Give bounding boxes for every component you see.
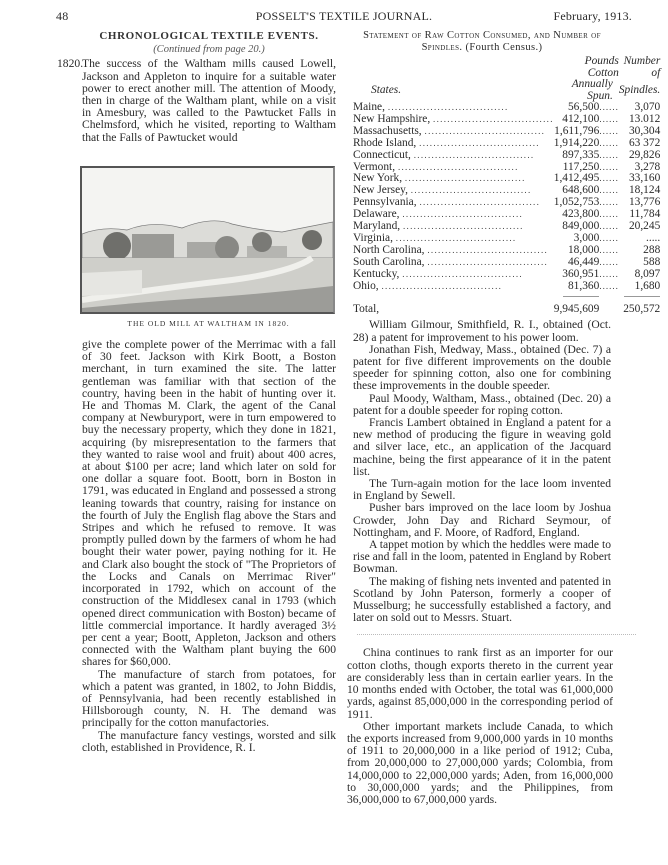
state-cell: Virginia, .................................. xyxy=(353,232,517,244)
pounds-cell: 412,100 xyxy=(562,112,600,125)
paragraph-text: Francis Lambert obtained in England a patent for a new method of producing the figure in weaving gold and silver lace, etc., an application of the Jacquard machine, being the first appearance of it in the patent list. xyxy=(353,416,611,478)
issue-date: February, 1913. xyxy=(553,9,632,23)
table-row: Connecticut, .................................. 897,335 ...... 29,826 xyxy=(353,148,661,161)
table-row: Delaware, .................................. 423,800 ...... 11,784 xyxy=(353,208,661,221)
news-paragraph: Other important markets include Canada, to which the exports increased from 9,000,000 yards in 10 months of 1911 to 20,000,000 in a like period of 1912; Cuba, from 20,000,000 to 27,000,000 yards; Colombia, from 14,000,000 to 22,000,000 yards; Aden, from 16,000,000 to 30,000,000 yards; and the Philippines, from 36,000,000 to 67,000,000 yards. xyxy=(347,719,613,806)
spindles-cell: 30,304 xyxy=(628,124,661,137)
col-header-spindles: Number of xyxy=(623,55,661,79)
paragraph-text: give the complete power of the Merrimac with a fall of 30 feet. Jackson with Kirk Boott, a Boston merchant, in turn examined the site. The latter gentleman was familiar with that section of the country, having been in the habit of hunting over it. He and Thomas M. Clark, the agent of the Canal company at Newburyport, were in turn empowered to buy the necessary property, which they done in 1821, acquiring (by misrepresentation to the farmers that they wanted to raise wool and fruit) about 400 acres, at about $100 per acre; land which later on sold for one dollar a square foot. Boott, born in Boston in 1791, was educated in England and possessed a strong leaning towards that country, raising for instance on the fourth of July the English flag above the Stars and Stripes and which he refused to remove. It was promptly pulled down by the farmers of whom he had bought their water power, paying nothing for it. He and Clark also bought the stock of "The Proprietors of the Locks and Canals on Merrimac River" incorporated in 1792, which on account of the construction of the Middlesex canal in 1793 (which opened direct communication with Boston) became of little commercial importance. It hardly averaged 3½ per cent a year; Boott, Appleton, Jackson and others connected with the Waltham plant buying the 600 shares for $60,000. xyxy=(82,338,336,669)
spindles-cell: ..... xyxy=(646,231,661,244)
entry-1820-paragraph xyxy=(57,57,336,144)
section-title: CHRONOLOGICAL TEXTILE EVENTS. xyxy=(99,30,319,42)
spindles-cell: 11,784 xyxy=(629,208,661,221)
col-header-spindles-2: Spindles. xyxy=(618,83,661,96)
pounds-cell: 648,600 xyxy=(562,184,600,197)
state-cell: North Carolina, .................................. xyxy=(353,244,549,256)
state-cell: Maryland, .................................. xyxy=(353,221,524,233)
pounds-cell: 117,250 xyxy=(562,160,600,173)
page-number: 48 xyxy=(56,9,69,23)
right-column xyxy=(347,30,661,806)
state-cell: New Jersey, .................................. xyxy=(353,185,532,197)
running-head xyxy=(56,9,632,25)
spindles-cell: 1,680 xyxy=(634,279,661,292)
spindles-cell: 8,097 xyxy=(634,267,661,280)
paragraph-text: William Gilmour, Smithfield, R. I., obtained (Oct. 28) a patent for improvement to his power loom. xyxy=(353,318,611,344)
table-row: Kentucky, .................................. 360,951 ...... 8,097 xyxy=(353,267,661,280)
journal-title: POSSELT'S TEXTILE JOURNAL. xyxy=(255,9,433,23)
pounds-cell: 18,000 xyxy=(567,243,600,256)
spindles-cell: 63 372 xyxy=(628,136,661,149)
table-row: New Hampshire, .................................. 412,100 ...... 13.012 xyxy=(353,112,661,125)
paragraph-text: Jonathan Fish, Medway, Mass., obtained (Dec. 7) a patent for five different improvements on the double speeder for spinning cotton, also one for combining these improvements in the double speeder. xyxy=(353,342,611,393)
section-divider xyxy=(357,634,636,635)
spindles-cell: 13,776 xyxy=(628,196,661,209)
state-cell: Massachusetts, .................................. xyxy=(353,125,546,137)
pounds-cell: 423,800 xyxy=(562,208,600,221)
paragraph-text: The manufacture fancy vestings, worsted and silk cloth, established in Providence, R. I. xyxy=(82,728,336,754)
spindles-cell: 3,278 xyxy=(634,160,661,173)
state-cell: Ohio, .................................. xyxy=(353,280,503,292)
paragraph-text: The Turn-again motion for the lace loom invented in England by Sewell. xyxy=(353,477,611,503)
table-row: New Jersey, .................................. 648,600 ...... 18,124 xyxy=(353,184,661,197)
paragraph-text: Paul Moody, Waltham, Mass., obtained (Dec. 20) a patent for a double speeder for roping cotton. xyxy=(353,391,611,417)
paragraph-text: The making of fishing nets invented and patented in Scotland by John Paterson, formerly a cooper of Musselburg; he successfully established a factory, and later on sold out to Messrs. Stuart. xyxy=(353,574,611,625)
table-row: Rhode Island, .................................. 1,914,220 ...... 63 372 xyxy=(353,136,661,149)
engraving-illustration-icon xyxy=(80,166,335,314)
table-body xyxy=(353,102,660,293)
spindles-cell: 20,245 xyxy=(628,220,661,233)
state-cell: Rhode Island, .................................. xyxy=(353,137,540,149)
section-subtitle: (Continued from page 20.) xyxy=(153,44,265,56)
pounds-cell: 1,412,495 xyxy=(553,172,600,185)
table-row: Pennsylvania, .................................. 1,052,753 ...... 13,776 xyxy=(353,196,661,209)
figure xyxy=(80,166,337,330)
state-cell: Pennsylvania, .................................. xyxy=(353,197,541,209)
pounds-cell: 1,052,753 xyxy=(553,196,600,209)
census-table xyxy=(353,56,660,315)
pounds-cell: 81,360 xyxy=(567,279,600,292)
table-row: Maine, .................................. 56,500 ...... 3,070 xyxy=(353,101,661,113)
pounds-cell: 849,000 xyxy=(562,220,600,233)
news-paragraph: China continues to rank first as an importer for our cotton cloths, though exports thereto in the current year are considerably less than in certain earlier years. In the 10 months ended with October, the total was 61,000,000 yards, against 85,000,000 in the corresponding period of 1911. xyxy=(347,646,613,721)
paragraph-text: The success of the Waltham mills caused Lowell, Jackson and Appleton to inquire for a suitable water power to erect another mill. The attention of Moody, then in charge of the Waltham plant, while on a visit in Amesbury, was called to the Pawtucket Falls in Chelmsford, which he visited, reporting to Waltham that the Falls of Pawtucket would xyxy=(82,57,336,144)
pounds-cell: 1,914,220 xyxy=(553,136,600,149)
table-row: South Carolina, .................................. 46,449 ...... 588 xyxy=(353,255,661,268)
paragraph-text: A tappet motion by which the heddles were made to rise and fall in the loom, patented in England by Robert Bowman. xyxy=(353,538,611,576)
col-header-pounds: Pounds Cotton xyxy=(584,55,619,79)
total-spindles: 250,572 xyxy=(623,302,661,315)
state-cell: New York, .................................. xyxy=(353,173,526,185)
state-cell: South Carolina, .................................. xyxy=(353,256,549,268)
spindles-cell: 13.012 xyxy=(628,112,661,125)
table-header-row xyxy=(353,56,660,79)
paragraph-text: Pusher bars improved on the lace loom by Joshua Crowder, John Day and Richard Seymour, of Nottingham, and F. Moore, of Radford, England. xyxy=(353,501,611,539)
table-row: Massachusetts, .................................. 1,611,796 ...... 30,304 xyxy=(353,124,661,137)
pounds-cell: 3,000 xyxy=(573,231,600,244)
figure-caption: THE OLD MILL AT WALTHAM IN 1820. xyxy=(127,318,290,328)
table-row: Virginia, .................................. 3,000 ...... ..... xyxy=(353,231,661,244)
table-row: Vermont, .................................. 117,250 ...... 3,278 xyxy=(353,160,661,173)
paragraph-text: The manufacture of starch from potatoes, for which a patent was granted, in 1802, to John Biddis, of Pennsylvania, had been recently established in Hillsborough county, N. H. The demand was principally for the cotton manufactories. xyxy=(82,667,336,730)
state-cell: Maine, .................................. xyxy=(353,102,509,113)
spindles-cell: 18,124 xyxy=(628,184,661,197)
state-cell: New Hampshire, .................................. xyxy=(353,113,554,125)
pounds-cell: 56,500 xyxy=(567,101,600,113)
table-header-row xyxy=(353,79,660,102)
table-row: Ohio, .................................. 81,360 ...... 1,680 xyxy=(353,279,661,292)
total-pounds: 9,945,609 xyxy=(553,302,600,315)
table-row: New York, .................................. 1,412,495 ...... 33,160 xyxy=(353,172,661,185)
spindles-cell: 288 xyxy=(643,243,661,256)
table-row: North Carolina, .................................. 18,000 ...... 288 xyxy=(353,243,661,256)
pounds-cell: 360,951 xyxy=(562,267,600,280)
state-cell: Vermont, .................................. xyxy=(353,161,519,173)
pounds-cell: 1,611,796 xyxy=(554,124,600,137)
state-cell: Delaware, .................................. xyxy=(353,209,524,221)
pounds-cell: 897,335 xyxy=(562,148,600,161)
state-cell: Connecticut, .................................. xyxy=(353,149,535,161)
state-cell: Kentucky, .................................. xyxy=(353,268,523,280)
col-header-states: States. xyxy=(371,83,402,96)
spindles-cell: 588 xyxy=(643,255,661,268)
entry-year: 1820. xyxy=(57,57,84,71)
pounds-cell: 46,449 xyxy=(567,255,600,268)
table-total-row xyxy=(353,301,660,316)
total-label: Total, xyxy=(353,302,380,315)
spindles-cell: 3,070 xyxy=(634,101,661,113)
spindles-cell: 33,160 xyxy=(628,172,661,185)
col-header-pounds-2: Annually Spun. xyxy=(571,78,613,102)
table-title: Statement of Raw Cotton Consumed, and Number of Spindles. (Fourth Census.) xyxy=(363,30,601,53)
table-row: Maryland, .................................. 849,000 ...... 20,245 xyxy=(353,220,661,233)
spindles-cell: 29,826 xyxy=(628,148,661,161)
left-column xyxy=(57,30,336,754)
